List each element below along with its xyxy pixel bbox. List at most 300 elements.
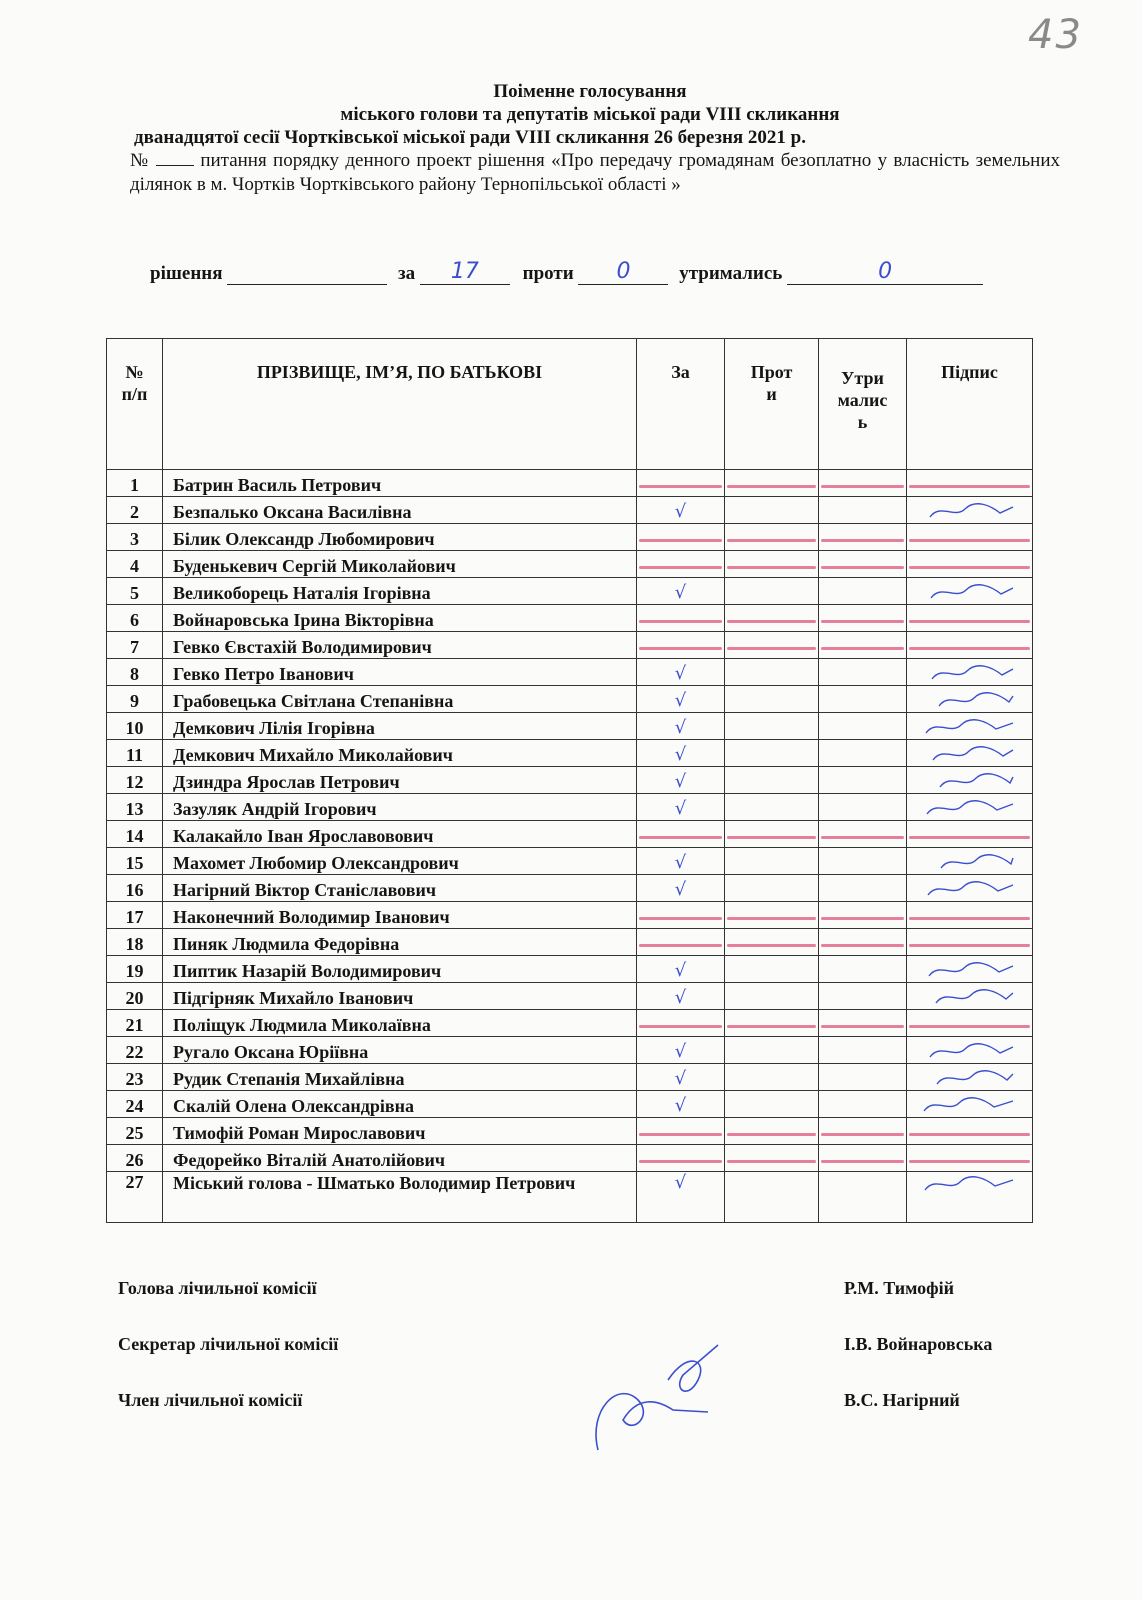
abstained-label: утримались	[679, 263, 783, 284]
absent-strike-line	[639, 836, 722, 839]
cell-against	[725, 1172, 819, 1223]
cell-signature	[907, 902, 1033, 929]
cell-signature	[907, 929, 1033, 956]
signature-icon	[913, 1068, 1023, 1088]
row-number: 11	[107, 740, 163, 767]
row-name: Наконечний Володимир Іванович	[163, 902, 637, 929]
absent-strike-line	[727, 647, 816, 650]
absent-strike-line	[639, 1160, 722, 1163]
cell-signature	[907, 1037, 1033, 1064]
member-role: Член лічильної комісії	[118, 1390, 303, 1410]
session-line: дванадцятої сесії Чортківської міської ради VIII скликання 26 березня 2021 р.	[134, 127, 806, 148]
row-number: 16	[107, 875, 163, 902]
cell-abstained	[819, 902, 907, 929]
cell-for	[637, 497, 725, 524]
absent-strike-line	[727, 836, 816, 839]
absent-strike-line	[821, 1025, 904, 1028]
cell-for	[637, 1037, 725, 1064]
cell-for	[637, 875, 725, 902]
row-name: Тимофій Роман Мирославович	[163, 1118, 637, 1145]
table-row	[107, 767, 1033, 794]
checkmark-icon: √	[674, 987, 687, 1008]
cell-signature	[907, 713, 1033, 740]
absent-strike-line	[727, 1160, 816, 1163]
cell-abstained	[819, 605, 907, 632]
cell-abstained	[819, 1037, 907, 1064]
header-abstained: Утри малис ь	[819, 339, 907, 470]
absent-strike-line	[727, 539, 816, 542]
cell-against	[725, 740, 819, 767]
absent-strike-line	[639, 647, 722, 650]
cell-abstained	[819, 578, 907, 605]
cell-for	[637, 956, 725, 983]
cell-abstained	[819, 1010, 907, 1037]
agenda-item	[120, 149, 1060, 197]
cell-signature	[907, 1172, 1033, 1223]
checkmark-icon: √	[674, 1095, 687, 1116]
title-line-1: Поіменне голосування	[493, 81, 687, 102]
row-name: Зазуляк Андрій Ігорович	[163, 794, 637, 821]
absent-strike-line	[639, 1133, 722, 1136]
table-row	[107, 875, 1033, 902]
agenda-text: питання порядку денного проект рішення «Про передачу громадянам безоплатно у власність земельних ділянок в м. Чортків Чортківського району Тернопільської області »	[130, 150, 1060, 195]
absent-strike-line	[639, 1025, 722, 1028]
cell-for	[637, 686, 725, 713]
absent-strike-line	[821, 944, 904, 947]
cell-for	[637, 983, 725, 1010]
checkmark-icon: √	[674, 1041, 687, 1062]
absent-strike-line	[909, 485, 1030, 488]
cell-abstained	[819, 713, 907, 740]
header-name: ПРІЗВИЩЕ, ІМ’Я, ПО БАТЬКОВІ	[163, 339, 637, 470]
cell-against	[725, 632, 819, 659]
row-number: 9	[107, 686, 163, 713]
absent-strike-line	[909, 620, 1030, 623]
cell-signature	[907, 848, 1033, 875]
cell-signature	[907, 1145, 1033, 1172]
cell-for	[637, 1010, 725, 1037]
cell-for	[637, 578, 725, 605]
signature-icon	[913, 960, 1023, 980]
cell-for	[637, 713, 725, 740]
row-name: Рудик Степанія Михайлівна	[163, 1064, 637, 1091]
cell-against	[725, 551, 819, 578]
cell-for	[637, 632, 725, 659]
cell-against	[725, 578, 819, 605]
row-name: Безпалько Оксана Василівна	[163, 497, 637, 524]
cell-abstained	[819, 956, 907, 983]
table-row	[107, 1010, 1033, 1037]
cell-against	[725, 983, 819, 1010]
row-name: Войнаровська Ірина Вікторівна	[163, 605, 637, 632]
cell-abstained	[819, 632, 907, 659]
absent-strike-line	[909, 1025, 1030, 1028]
against-count: 0	[578, 262, 668, 285]
cell-for	[637, 1172, 725, 1223]
cell-abstained	[819, 524, 907, 551]
cell-against	[725, 1145, 819, 1172]
cell-against	[725, 1037, 819, 1064]
cell-signature	[907, 551, 1033, 578]
checkmark-icon: √	[674, 717, 687, 738]
row-name: Великоборець Наталія Ігорівна	[163, 578, 637, 605]
checkmark-icon: √	[674, 501, 687, 522]
cell-abstained	[819, 1145, 907, 1172]
row-name: Махомет Любомир Олександрович	[163, 848, 637, 875]
checkmark-icon: √	[674, 1172, 687, 1193]
absent-strike-line	[727, 1133, 816, 1136]
cell-signature	[907, 578, 1033, 605]
cell-signature	[907, 1064, 1033, 1091]
cell-abstained	[819, 875, 907, 902]
absent-strike-line	[639, 917, 722, 920]
checkmark-icon: √	[674, 798, 687, 819]
for-count: 17	[420, 262, 510, 285]
cell-signature	[907, 1010, 1033, 1037]
row-number: 22	[107, 1037, 163, 1064]
row-name: Калакайло Іван Ярославовович	[163, 821, 637, 848]
decision-blank	[227, 262, 387, 285]
row-number: 7	[107, 632, 163, 659]
agenda-number-sign: №	[130, 150, 150, 171]
table-row	[107, 578, 1033, 605]
table-row	[107, 605, 1033, 632]
vote-table	[106, 338, 1033, 1223]
row-number: 25	[107, 1118, 163, 1145]
page-number: 43	[1028, 12, 1083, 58]
absent-strike-line	[821, 485, 904, 488]
title-line-2: міського голови та депутатів міської ради VIII скликання	[340, 104, 840, 125]
cell-against	[725, 956, 819, 983]
header-signature: Підпис	[907, 339, 1033, 470]
cell-signature	[907, 767, 1033, 794]
decision-label: рішення	[150, 263, 223, 284]
table-row	[107, 794, 1033, 821]
decision-summary	[150, 259, 1050, 285]
cell-abstained	[819, 929, 907, 956]
checkmark-icon: √	[674, 744, 687, 765]
table-row	[107, 497, 1033, 524]
table-row	[107, 1037, 1033, 1064]
row-name: Демкович Михайло Миколайович	[163, 740, 637, 767]
absent-strike-line	[909, 836, 1030, 839]
row-number: 17	[107, 902, 163, 929]
row-name: Батрин Василь Петрович	[163, 470, 637, 497]
row-name: Пиняк Людмила Федорівна	[163, 929, 637, 956]
signature-icon	[913, 1174, 1023, 1194]
member-person: В.С. Нагірний	[844, 1390, 960, 1410]
cell-against	[725, 713, 819, 740]
cell-against	[725, 1091, 819, 1118]
table-row	[107, 713, 1033, 740]
cell-for	[637, 794, 725, 821]
cell-against	[725, 605, 819, 632]
cell-signature	[907, 1091, 1033, 1118]
absent-strike-line	[639, 485, 722, 488]
table-row	[107, 956, 1033, 983]
cell-signature	[907, 794, 1033, 821]
cell-abstained	[819, 767, 907, 794]
cell-against	[725, 794, 819, 821]
row-number: 1	[107, 470, 163, 497]
cell-signature	[907, 956, 1033, 983]
absent-strike-line	[821, 836, 904, 839]
absent-strike-line	[727, 485, 816, 488]
cell-against	[725, 1064, 819, 1091]
vote-table-header	[107, 339, 1033, 470]
row-name: Нагірний Віктор Станіславович	[163, 875, 637, 902]
row-number: 24	[107, 1091, 163, 1118]
cell-for	[637, 1064, 725, 1091]
cell-for	[637, 821, 725, 848]
row-name: Дзиндра Ярослав Петрович	[163, 767, 637, 794]
row-number: 12	[107, 767, 163, 794]
table-row	[107, 632, 1033, 659]
cell-abstained	[819, 983, 907, 1010]
row-number: 19	[107, 956, 163, 983]
table-row	[107, 848, 1033, 875]
absent-strike-line	[727, 917, 816, 920]
header-against: Прот и	[725, 339, 819, 470]
cell-against	[725, 659, 819, 686]
cell-against	[725, 686, 819, 713]
signature-icon	[913, 879, 1023, 899]
row-name: Ругало Оксана Юріївна	[163, 1037, 637, 1064]
cell-for	[637, 740, 725, 767]
table-row	[107, 1064, 1033, 1091]
cell-against	[725, 470, 819, 497]
absent-strike-line	[909, 944, 1030, 947]
table-row	[107, 551, 1033, 578]
cell-against	[725, 902, 819, 929]
absent-strike-line	[909, 647, 1030, 650]
row-name: Поліщук Людмила Миколаївна	[163, 1010, 637, 1037]
cell-against	[725, 929, 819, 956]
row-name: Буденькевич Сергій Миколайович	[163, 551, 637, 578]
row-name: Гевко Євстахій Володимирович	[163, 632, 637, 659]
row-number: 2	[107, 497, 163, 524]
cell-for	[637, 1091, 725, 1118]
commission-chair	[118, 1278, 1058, 1334]
table-row	[107, 902, 1033, 929]
cell-abstained	[819, 1172, 907, 1223]
cell-signature	[907, 740, 1033, 767]
checkmark-icon: √	[674, 879, 687, 900]
absent-strike-line	[909, 917, 1030, 920]
row-name: Підгірняк Михайло Іванович	[163, 983, 637, 1010]
cell-signature	[907, 821, 1033, 848]
absent-strike-line	[727, 566, 816, 569]
cell-against	[725, 875, 819, 902]
row-number: 23	[107, 1064, 163, 1091]
cell-for	[637, 1145, 725, 1172]
cell-abstained	[819, 686, 907, 713]
absent-strike-line	[821, 566, 904, 569]
absent-strike-line	[727, 1025, 816, 1028]
cell-against	[725, 497, 819, 524]
cell-abstained	[819, 794, 907, 821]
table-row	[107, 1091, 1033, 1118]
cell-abstained	[819, 470, 907, 497]
checkmark-icon: √	[674, 960, 687, 981]
row-number: 3	[107, 524, 163, 551]
signature-icon	[913, 744, 1023, 764]
cell-for	[637, 605, 725, 632]
cell-for	[637, 659, 725, 686]
checkmark-icon: √	[674, 690, 687, 711]
signature-icon	[913, 690, 1023, 710]
header-num: № п/п	[107, 339, 163, 470]
row-number: 14	[107, 821, 163, 848]
absent-strike-line	[909, 1160, 1030, 1163]
cell-for	[637, 1118, 725, 1145]
cell-abstained	[819, 848, 907, 875]
row-name: Демкович Лілія Ігорівна	[163, 713, 637, 740]
absent-strike-line	[909, 566, 1030, 569]
cell-signature	[907, 524, 1033, 551]
row-name: Скалій Олена Олександрівна	[163, 1091, 637, 1118]
cell-against	[725, 524, 819, 551]
table-row	[107, 470, 1033, 497]
cell-signature	[907, 497, 1033, 524]
cell-against	[725, 1010, 819, 1037]
checkmark-icon: √	[674, 1068, 687, 1089]
cell-signature	[907, 470, 1033, 497]
signature-icon	[913, 798, 1023, 818]
table-row	[107, 1118, 1033, 1145]
cell-for	[637, 848, 725, 875]
cell-for	[637, 929, 725, 956]
row-number: 13	[107, 794, 163, 821]
cell-abstained	[819, 1091, 907, 1118]
cell-abstained	[819, 659, 907, 686]
row-number: 10	[107, 713, 163, 740]
absent-strike-line	[821, 539, 904, 542]
secretary-role: Секретар лічильної комісії	[118, 1334, 339, 1354]
row-number: 26	[107, 1145, 163, 1172]
cell-against	[725, 821, 819, 848]
row-name: Федорейко Віталій Анатолійович	[163, 1145, 637, 1172]
row-name: Білик Олександр Любомирович	[163, 524, 637, 551]
cell-abstained	[819, 551, 907, 578]
absent-strike-line	[639, 539, 722, 542]
header-for: За	[637, 339, 725, 470]
cell-for	[637, 902, 725, 929]
cell-abstained	[819, 1118, 907, 1145]
table-row	[107, 740, 1033, 767]
cell-signature	[907, 632, 1033, 659]
checkmark-icon: √	[674, 582, 687, 603]
cell-signature	[907, 983, 1033, 1010]
cell-signature	[907, 1118, 1033, 1145]
signature-icon	[913, 717, 1023, 737]
absent-strike-line	[909, 1133, 1030, 1136]
row-name: Пиптик Назарій Володимирович	[163, 956, 637, 983]
absent-strike-line	[821, 1133, 904, 1136]
cell-abstained	[819, 740, 907, 767]
table-row	[107, 983, 1033, 1010]
checkmark-icon: √	[674, 663, 687, 684]
row-number: 6	[107, 605, 163, 632]
absent-strike-line	[727, 620, 816, 623]
cell-signature	[907, 875, 1033, 902]
absent-strike-line	[727, 944, 816, 947]
for-label: за	[398, 263, 416, 284]
row-number: 4	[107, 551, 163, 578]
cell-signature	[907, 605, 1033, 632]
chair-person: Р.М. Тимофій	[844, 1278, 955, 1298]
document-header	[120, 80, 1060, 197]
table-row	[107, 821, 1033, 848]
abstained-count: 0	[787, 262, 983, 285]
cell-abstained	[819, 497, 907, 524]
cell-for	[637, 470, 725, 497]
row-name: Гевко Петро Іванович	[163, 659, 637, 686]
absent-strike-line	[639, 944, 722, 947]
commission-member	[118, 1390, 1058, 1446]
row-number: 20	[107, 983, 163, 1010]
cell-for	[637, 551, 725, 578]
absent-strike-line	[909, 539, 1030, 542]
signature-icon	[913, 771, 1023, 791]
signature-icon	[913, 1095, 1023, 1115]
cell-abstained	[819, 1064, 907, 1091]
row-number: 27	[107, 1172, 163, 1223]
signature-icon	[913, 501, 1023, 521]
signature-icon	[913, 987, 1023, 1007]
cell-signature	[907, 686, 1033, 713]
cell-against	[725, 767, 819, 794]
agenda-number-blank	[156, 149, 194, 166]
table-row	[107, 1145, 1033, 1172]
signature-icon	[913, 1041, 1023, 1061]
table-row	[107, 1172, 1033, 1223]
row-name: Міський голова - Шматько Володимир Петрович	[163, 1172, 637, 1223]
member-signature-icon	[578, 1340, 728, 1470]
absent-strike-line	[639, 566, 722, 569]
against-label: проти	[522, 263, 574, 284]
checkmark-icon: √	[674, 771, 687, 792]
absent-strike-line	[821, 647, 904, 650]
absent-strike-line	[821, 1160, 904, 1163]
table-row	[107, 659, 1033, 686]
checkmark-icon: √	[674, 852, 687, 873]
cell-signature	[907, 659, 1033, 686]
signature-icon	[913, 582, 1023, 602]
table-row	[107, 929, 1033, 956]
cell-against	[725, 848, 819, 875]
cell-for	[637, 524, 725, 551]
absent-strike-line	[821, 620, 904, 623]
cell-abstained	[819, 821, 907, 848]
row-name: Грабовецька Світлана Степанівна	[163, 686, 637, 713]
table-row	[107, 686, 1033, 713]
row-number: 15	[107, 848, 163, 875]
table-row	[107, 524, 1033, 551]
chair-role: Голова лічильної комісії	[118, 1278, 317, 1298]
row-number: 18	[107, 929, 163, 956]
row-number: 8	[107, 659, 163, 686]
secretary-person: І.В. Войнаровська	[844, 1334, 993, 1354]
cell-for	[637, 767, 725, 794]
signature-icon	[913, 852, 1023, 872]
row-number: 5	[107, 578, 163, 605]
absent-strike-line	[639, 620, 722, 623]
counting-commission	[118, 1278, 1058, 1446]
signature-icon	[913, 663, 1023, 683]
row-number: 21	[107, 1010, 163, 1037]
cell-against	[725, 1118, 819, 1145]
